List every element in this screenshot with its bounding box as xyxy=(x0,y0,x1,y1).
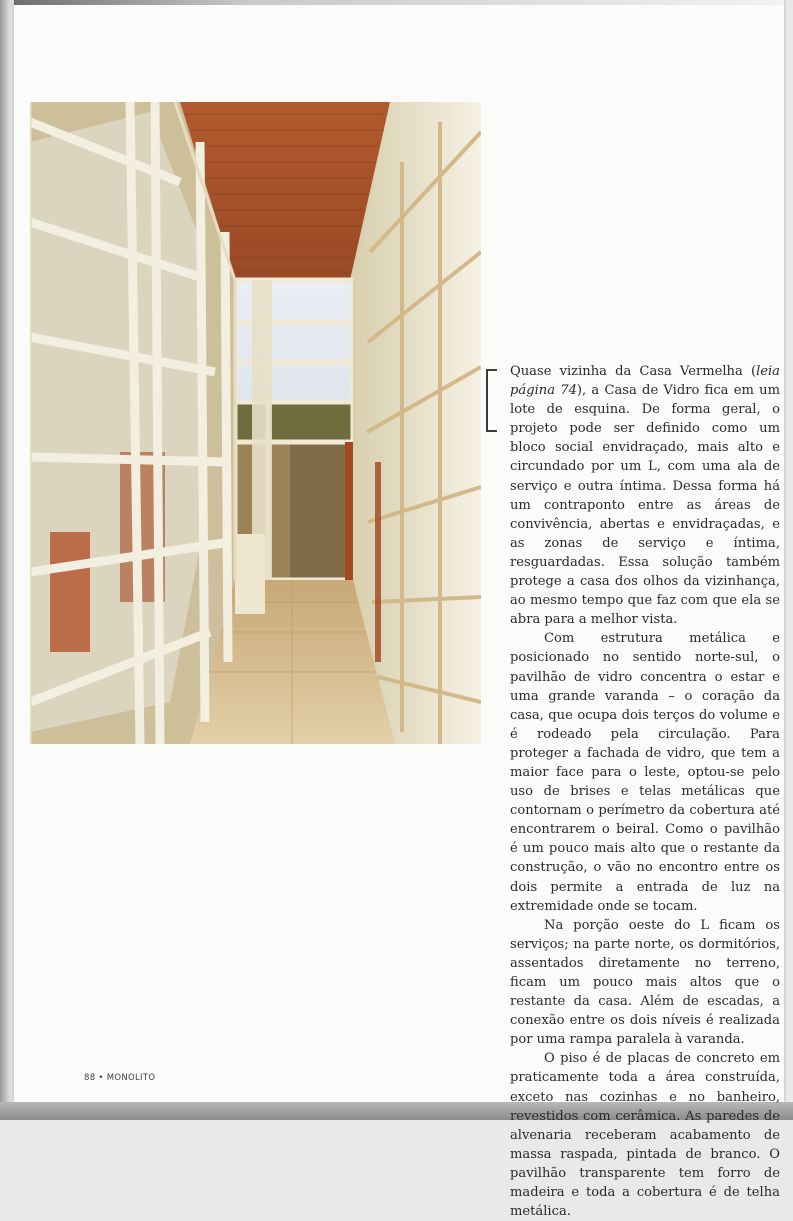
paragraph-1: Quase vizinha da Casa Vermelha (leia página 74), a Casa de Vidro fica em um lote de esquina. De forma geral, o projeto pode ser definido como um bloco social envidraçado, mais alto e circundado por um L, com uma ala de serviço e outra íntima. Dessa forma há um contraponto entre as áreas de convivência, abertas e envidraçadas, e as zonas de serviço e íntima, resguardadas. Essa solução também protege a casa dos olhos da vizinhança, ao mesmo tempo que faz com que ela se abra para a melhor vista. xyxy=(510,364,780,628)
corridor-illustration xyxy=(30,102,481,744)
paragraph-3: Na porção oeste do L ficam os serviços; na parte norte, os dormitórios, assentados diretamente no terreno, ficam um pouco mais altos que o restante da casa. Além de escadas, a conexão entre os dois níveis é realizada por uma rampa paralela à varanda. xyxy=(510,917,780,1048)
paragraph-2: Com estrutura metálica e posicionado no sentido norte-sul, o pavilhão de vidro concentra o estar e uma grande varanda – o coração da casa, que ocupa dois terços do volume e é rodeado pela circulação. Para proteger a fachada de vidro, que tem a maior face para o leste, optou-se pelo uso de brises e telas metálicas que contornam o perímetro da cobertura até encontrarem o beiral. Como o pavilhão é um pouco mais alto que o restante da construção, o vão no encontro entre os dois permite a entrada de luz na extremidade onde se tocam. xyxy=(510,631,780,914)
article-body xyxy=(510,362,780,1221)
page-reference: leia página 74 xyxy=(510,364,780,399)
scan-top-edge xyxy=(14,0,784,5)
corridor-photo xyxy=(30,102,481,744)
page-folio: 88 • MONOLITO xyxy=(84,1073,156,1083)
paragraph-4: O piso é de placas de concreto em praticamente toda a área construída, exceto nas cozinhas e no banheiro, revestidos com cerâmica. As paredes de alvenaria receberam acabamento de massa raspada, pintada de branco. O pavilhão transparente tem forro de madeira e toda a cobertura é de telha metálica. xyxy=(510,1051,780,1220)
opening-bracket xyxy=(486,369,497,432)
scan-binding-shadow xyxy=(0,0,14,1102)
